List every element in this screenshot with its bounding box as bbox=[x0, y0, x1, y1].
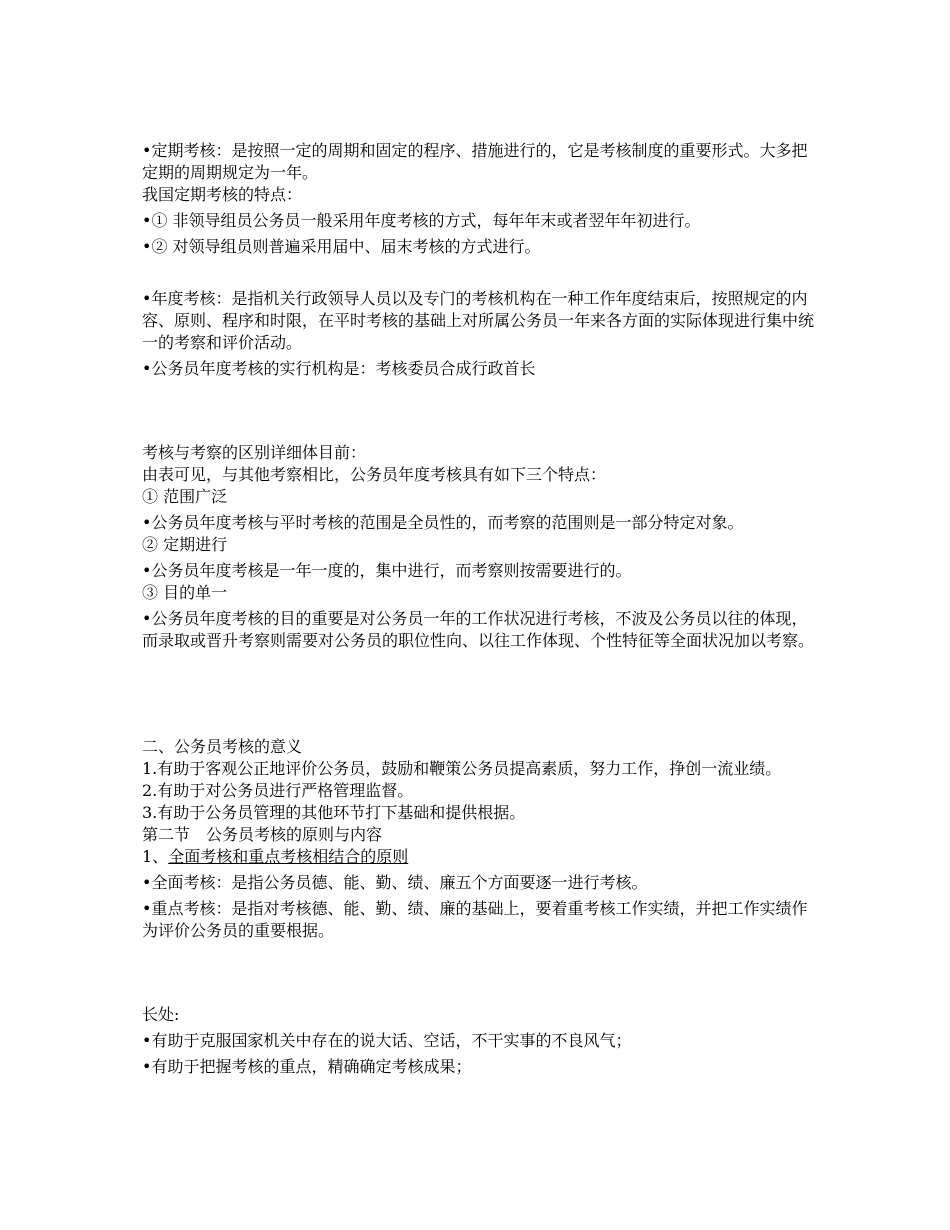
paragraph-purpose-heading: ③ 目的单一 bbox=[142, 583, 228, 602]
paragraph-advantages-heading: 长处: bbox=[142, 1005, 180, 1024]
paragraph-significance-3: 3.有助于公务员管理的其他环节打下基础和提供根据。 bbox=[142, 803, 526, 822]
paragraph-feature-1: •① 非领导组员公务员一般采用年度考核的方式，每年年末或者翌年年初进行。 bbox=[142, 211, 701, 230]
paragraph-advantage-1: •有助于克服国家机关中存在的说大话、空话，不干实事的不良风气； bbox=[142, 1031, 632, 1050]
paragraph-key-assessment: •重点考核：是指对考核德、能、勤、绩、廉的基础上，要着重考核工作实绩，并把工作实绩作为评价公务员的重要根据。 bbox=[142, 899, 808, 940]
paragraph-scope: •公务员年度考核与平时考核的范围是全员性的，而考察的范围则是一部分特定对象。 bbox=[142, 513, 744, 532]
spacer bbox=[142, 380, 814, 442]
paragraph-annual-assessment: •年度考核：是指机关行政领导人员以及专门的考核机构在一种工作年度结束后，按照规定的内容、原则、程序和时限，在平时考核的基础上对所属公务员一年来各方面的实际体现进行集中统一的考察和评价活动。 bbox=[142, 289, 815, 352]
paragraph-significance-1: 1.有助于客观公正地评价公务员，鼓励和鞭策公务员提高素质，努力工作，挣创一流业绩。 bbox=[142, 759, 782, 778]
paragraph-periodic-assessment: •定期考核：是按照一定的周期和固定的程序、措施进行的，它是考核制度的重要形式。大多把定期的周期规定为一年。 bbox=[142, 141, 808, 182]
paragraph-significance-2: 2.有助于对公务员进行严格管理监督。 bbox=[142, 781, 414, 800]
paragraph-feature-2: •② 对领导组员则普遍采用届中、届末考核的方式进行。 bbox=[142, 237, 541, 256]
principle-number: 1、 bbox=[142, 847, 169, 866]
paragraph-difference-heading: 考核与考察的区别详细体目前： bbox=[142, 443, 367, 462]
spacer bbox=[142, 258, 814, 288]
paragraph-three-features: 由表可见，与其他考察相比，公务员年度考核具有如下三个特点： bbox=[142, 465, 607, 484]
spacer bbox=[142, 942, 814, 1004]
paragraph-periodic: •公务员年度考核是一年一度的，集中进行，而考察则按需要进行的。 bbox=[142, 561, 632, 580]
paragraph-annual-agency: •公务员年度考核的实行机构是：考核委员合成行政首长 bbox=[142, 359, 536, 378]
paragraph-comprehensive-assessment: •全面考核：是指公务员德、能、勤、绩、廉五个方面要逐一进行考核。 bbox=[142, 873, 648, 892]
principle-title-underlined: 全面考核和重点考核相结合的原则 bbox=[168, 847, 409, 866]
section-heading-principles: 第二节 公务员考核的原则与内容 bbox=[142, 825, 383, 844]
paragraph-periodic-features-heading: 我国定期考核的特点： bbox=[142, 185, 303, 204]
paragraph-periodic-heading: ② 定期进行 bbox=[142, 535, 228, 554]
paragraph-advantage-2: •有助于把握考核的重点，精确确定考核成果； bbox=[142, 1057, 472, 1076]
document-body bbox=[142, 140, 814, 1078]
spacer bbox=[142, 652, 814, 714]
paragraph-scope-heading: ① 范围广泛 bbox=[142, 487, 228, 506]
paragraph-principle-1 bbox=[142, 846, 814, 868]
section-heading-significance: 二、公务员考核的意义 bbox=[142, 737, 303, 756]
spacer bbox=[142, 714, 814, 736]
paragraph-purpose: •公务员年度考核的目的重要是对公务员一年的工作状况进行考核，不波及公务员以往的体现，而录取或晋升考察则需要对公务员的职位性向、以往工作体现、个性特征等全面状况加以考察。 bbox=[142, 609, 815, 650]
